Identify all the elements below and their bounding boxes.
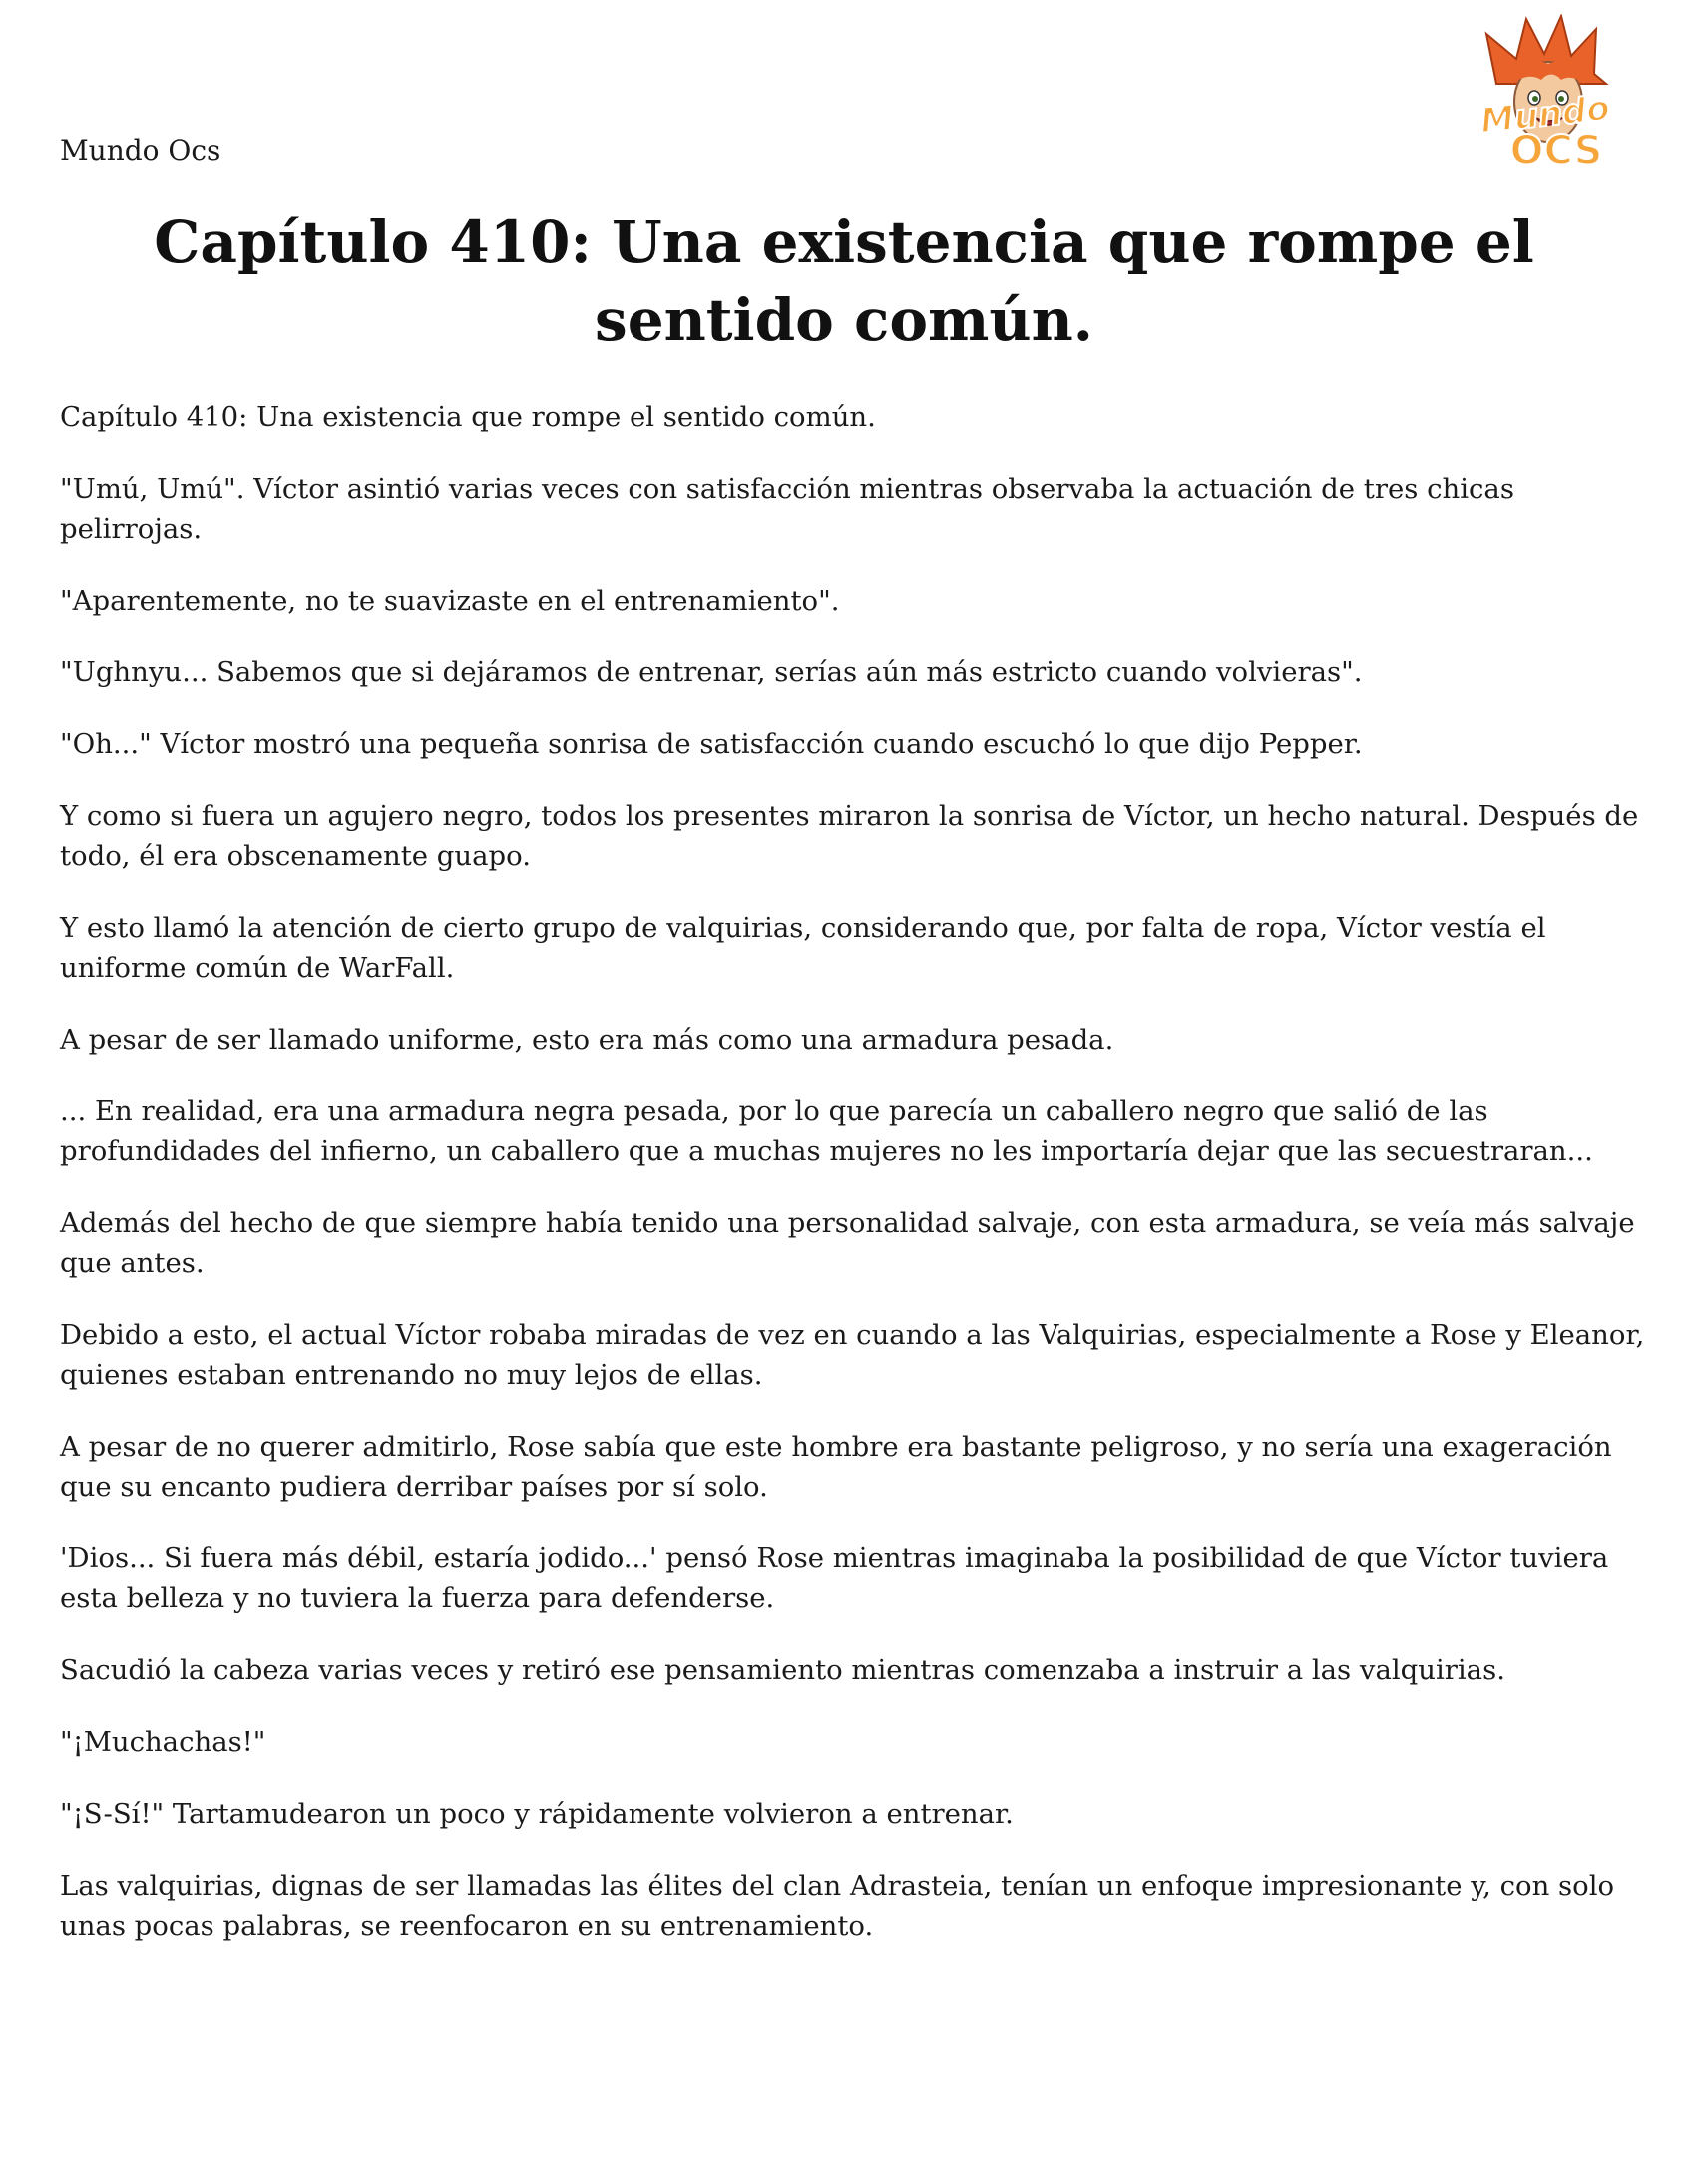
paragraph: 'Dios... Si fuera más débil, estaría jodido...' pensó Rose mientras imaginaba la posibilidad de que Víctor tuviera esta belleza y no tuviera la fuerza para defenderse. bbox=[60, 1542, 1609, 1614]
chapter-title: Capítulo 410: Una existencia que rompe el sentido común. bbox=[154, 209, 1534, 354]
paragraph: Debido a esto, el actual Víctor robaba miradas de vez en cuando a las Valquirias, especialmente a Rose y Eleanor, quienes estaban entrenando no muy lejos de ellas. bbox=[60, 1319, 1645, 1391]
paragraph: Además del hecho de que siempre había tenido una personalidad salvaje, con esta armadura, se veía más salvaje que antes. bbox=[60, 1207, 1635, 1279]
logo-text-bottom: OCS bbox=[1509, 128, 1603, 174]
paragraph: Capítulo 410: Una existencia que rompe el sentido común. bbox=[60, 401, 876, 433]
paragraph: Las valquirias, dignas de ser llamadas las élites del clan Adrasteia, tenían un enfoque impresionante y, con solo unas pocas palabras, se reenfocaron en su entrenamiento. bbox=[60, 1870, 1615, 1942]
paragraph: Y esto llamó la atención de cierto grupo de valquirias, considerando que, por falta de ropa, Víctor vestía el uniforme común de WarFall. bbox=[60, 912, 1546, 984]
paragraph: "Aparentemente, no te suavizaste en el entrenamiento". bbox=[60, 585, 840, 617]
paragraph: ... En realidad, era una armadura negra pesada, por lo que parecía un caballero negro que salió de las profundidades del infierno, un caballero que a muchas mujeres no les importaría dejar que las secuestraran... bbox=[60, 1095, 1593, 1167]
paragraph: Sacudió la cabeza varias veces y retiró ese pensamiento mientras comenzaba a instruir a las valquirias. bbox=[60, 1654, 1505, 1686]
logo-text-top: Mundo bbox=[1478, 88, 1612, 142]
paragraph: A pesar de no querer admitirlo, Rose sabía que este hombre era bastante peligroso, y no sería una exageración que su encanto pudiera derribar países por sí solo. bbox=[60, 1431, 1612, 1503]
chapter-body bbox=[60, 397, 1646, 1977]
paragraph: "Umú, Umú". Víctor asintió varias veces con satisfacción mientras observaba la actuación de tres chicas pelirrojas. bbox=[60, 473, 1514, 545]
paragraph: "Oh..." Víctor mostró una pequeña sonrisa de satisfacción cuando escuchó lo que dijo Pepper. bbox=[60, 728, 1363, 760]
paragraph: "¡S-Sí!" Tartamudearon un poco y rápidamente volvieron a entrenar. bbox=[60, 1798, 1014, 1830]
paragraph: A pesar de ser llamado uniforme, esto era más como una armadura pesada. bbox=[60, 1024, 1114, 1056]
paragraph: "Ughnyu... Sabemos que si dejáramos de entrenar, serías aún más estricto cuando volvieras". bbox=[60, 656, 1363, 688]
paragraph: "¡Muchachas!" bbox=[60, 1726, 266, 1758]
site-name: Mundo Ocs bbox=[60, 134, 221, 167]
mundo-ocs-logo bbox=[1457, 14, 1636, 184]
paragraph: Y como si fuera un agujero negro, todos los presentes miraron la sonrisa de Víctor, un hecho natural. Después de todo, él era obscenamente guapo. bbox=[60, 800, 1639, 872]
